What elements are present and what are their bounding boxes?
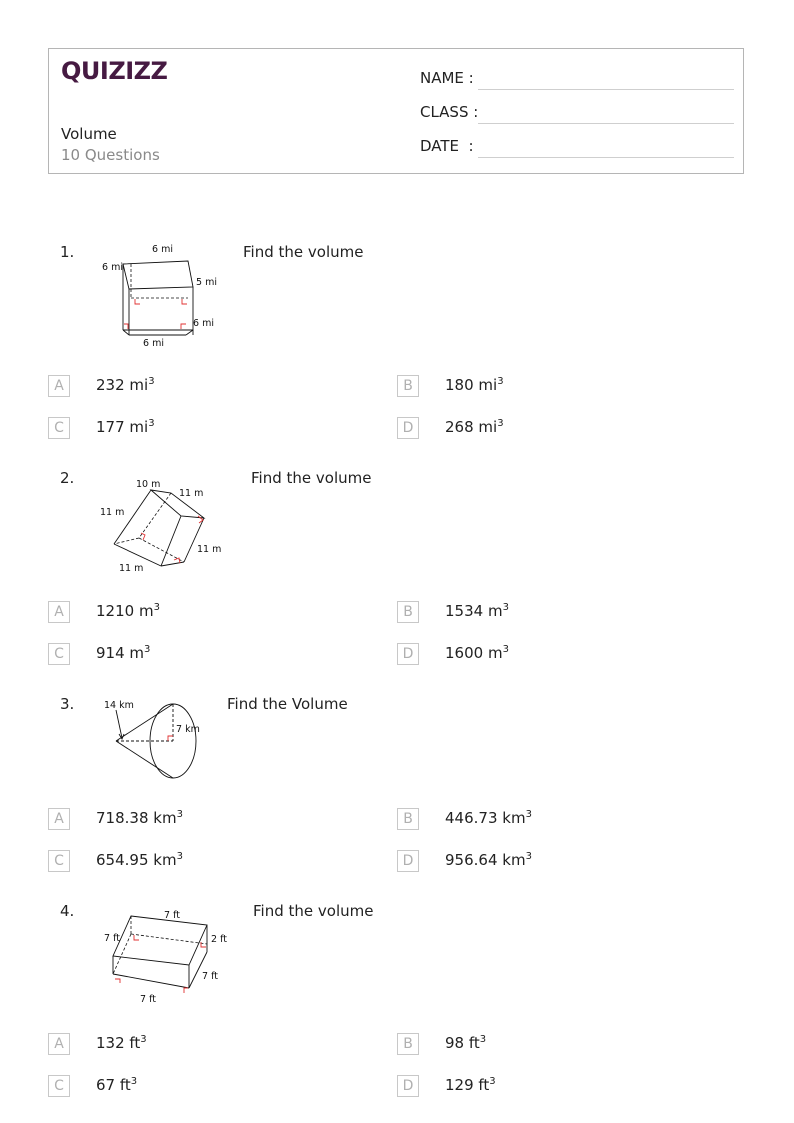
option-letter: D [397, 1075, 419, 1097]
question-3-number: 3. [60, 695, 75, 713]
option-value: 446.73 $km^3$ [445, 809, 532, 827]
q2-label-top: 10 m [136, 479, 161, 490]
q4-label-top: 7 ft [164, 910, 180, 921]
worksheet-title: Volume [61, 125, 117, 143]
option-value: 914 $m^3$ [96, 644, 151, 662]
question-1-figure [96, 238, 226, 350]
question-1-number: 1. [60, 243, 75, 261]
q1-label-bottom: 6 mi [143, 338, 164, 349]
q4-label-left: 7 ft [104, 933, 120, 944]
name-line [478, 89, 734, 90]
q1-label-top: 6 mi [152, 244, 173, 255]
q2-label-left: 11 m [100, 507, 125, 518]
option-value: 268 $mi^3$ [445, 418, 504, 436]
class-label: CLASS : [420, 103, 479, 121]
q4-label-height: 2 ft [211, 934, 227, 945]
q1-label-height: 5 mi [196, 277, 217, 288]
option-value: 1534 $m^3$ [445, 602, 509, 620]
option-value: 1600 $m^3$ [445, 644, 509, 662]
q4-label-side: 7 ft [202, 971, 218, 982]
option-letter: D [397, 850, 419, 872]
date-label: DATE : [420, 137, 474, 155]
option-value: 67 $ft^3$ [96, 1076, 138, 1094]
question-2-prompt: Find the volume [251, 469, 372, 487]
option-value: 129 $ft^3$ [445, 1076, 496, 1094]
question-4-prompt: Find the volume [253, 902, 374, 920]
question-4-number: 4. [60, 902, 75, 920]
option-letter: D [397, 643, 419, 665]
option-value: 232 $mi^3$ [96, 376, 155, 394]
option-letter: D [397, 417, 419, 439]
option-value: 132 $ft^3$ [96, 1034, 147, 1052]
q2-label-right: 11 m [197, 544, 222, 555]
q2-label-top-right: 11 m [179, 488, 204, 499]
q3-label-slant: 14 km [104, 700, 134, 711]
option-letter: A [48, 375, 70, 397]
q1-label-left: 6 mi [102, 262, 123, 273]
name-label: NAME : [420, 69, 474, 87]
option-letter: A [48, 1033, 70, 1055]
q1-label-side: 6 mi [193, 318, 214, 329]
quizizz-logo: QUIZIZZ [61, 57, 168, 85]
question-count: 10 Questions [61, 146, 160, 164]
option-letter: C [48, 417, 70, 439]
question-2-number: 2. [60, 469, 75, 487]
name-field[interactable] [420, 69, 734, 91]
class-field[interactable] [420, 103, 734, 125]
q4-label-bottom: 7 ft [140, 994, 156, 1005]
q3-label-radius: 7 km [176, 724, 200, 735]
class-line [478, 123, 734, 124]
option-value: 1210 $m^3$ [96, 602, 160, 620]
option-value: 177 $mi^3$ [96, 418, 155, 436]
option-value: 180 $mi^3$ [445, 376, 504, 394]
question-3-figure [96, 694, 220, 786]
option-letter: B [397, 808, 419, 830]
option-letter: B [397, 375, 419, 397]
question-3-prompt: Find the Volume [227, 695, 348, 713]
option-letter: C [48, 643, 70, 665]
option-letter: C [48, 850, 70, 872]
date-line [478, 157, 734, 158]
option-value: 654.95 $km^3$ [96, 851, 183, 869]
option-letter: C [48, 1075, 70, 1097]
option-letter: A [48, 601, 70, 623]
question-4-figure [96, 904, 236, 1008]
option-letter: B [397, 601, 419, 623]
worksheet-header [48, 48, 744, 174]
option-letter: B [397, 1033, 419, 1055]
question-2-figure [96, 474, 226, 578]
option-letter: A [48, 808, 70, 830]
q2-label-bottom: 11 m [119, 563, 144, 574]
option-value: 956.64 $km^3$ [445, 851, 532, 869]
question-1-prompt: Find the volume [243, 243, 364, 261]
date-field[interactable] [420, 137, 734, 159]
option-value: 98 $ft^3$ [445, 1034, 487, 1052]
option-value: 718.38 $km^3$ [96, 809, 183, 827]
